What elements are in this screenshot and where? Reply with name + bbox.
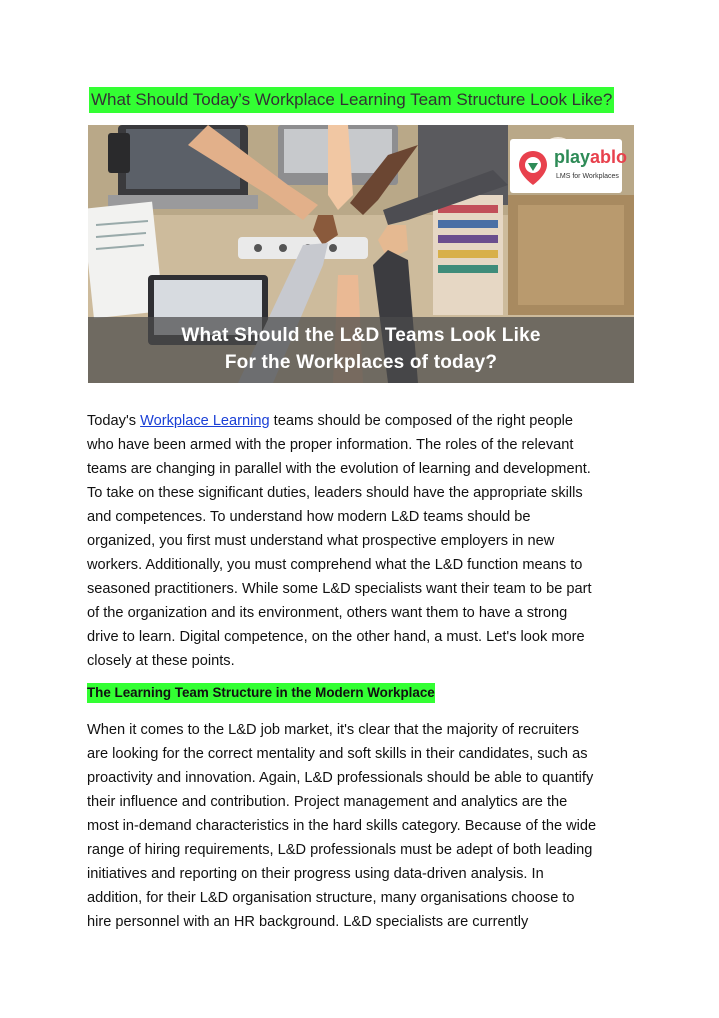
paragraph-line xyxy=(87,409,647,433)
paragraph-line: who have been armed with the proper information. The roles of the relevant xyxy=(87,437,574,453)
logo-word-part1: play xyxy=(554,147,591,167)
intro-paragraph xyxy=(87,409,647,673)
hero-caption-line-2: For the Workplaces of today? xyxy=(224,352,498,373)
paragraph-line: their influence and contribution. Project management and analytics are the xyxy=(87,794,568,810)
page-title: What Should Today’s Workplace Learning Team Structure Look Like? xyxy=(89,87,614,113)
hero-caption xyxy=(88,317,634,383)
paragraph-line: seasoned practitioners. While some L&D specialists want their team to be part xyxy=(87,581,592,597)
paragraph-line: initiatives and reporting on their progress using data-driven analysis. In xyxy=(87,866,544,882)
phone xyxy=(108,133,130,173)
logo-tagline: LMS for Workplaces xyxy=(556,173,619,180)
paragraph-line: When it comes to the L&D job market, it's clear that the majority of recruiters xyxy=(87,722,579,738)
paragraph-line: most in-demand characteristics in the hard skills category. Because of the wide xyxy=(87,818,597,834)
paragraph-line: and competences. To understand how modern L&D teams should be xyxy=(87,509,531,525)
paragraph-line: proactivity and innovation. Again, L&D professionals should be able to quantify xyxy=(87,770,594,786)
map-pin-icon xyxy=(516,149,550,187)
paragraph-line: organized, you first must understand what prospective employers in new xyxy=(87,533,555,549)
logo-wordmark xyxy=(554,147,627,168)
paragraph-line: drive to learn. Digital competence, on the other hand, a must. Let's look more xyxy=(87,629,585,645)
paragraph-line-rest: teams should be composed of the right people xyxy=(269,413,574,429)
paragraph-line: range of hiring requirements, L&D professionals must be adept of both leading xyxy=(87,842,593,858)
paragraph-line: teams are changing in parallel with the evolution of learning and development. xyxy=(87,461,591,477)
paragraph-prefix: Today's xyxy=(87,413,141,429)
paragraph-line: To take on these significant duties, leaders should have the appropriate skills xyxy=(87,485,583,501)
paragraph-line: are looking for the correct mentality and soft skills in their candidates, such as xyxy=(87,746,588,762)
hero-caption-line-1: What Should the L&D Teams Look Like xyxy=(181,325,541,346)
paragraph-line: workers. Additionally, you must comprehend what the L&D function means to xyxy=(87,557,583,573)
section-heading: The Learning Team Structure in the Modern Workplace xyxy=(87,683,435,703)
logo-word-part2: ablo xyxy=(590,147,628,167)
playablo-logo xyxy=(510,139,628,193)
workplace-learning-link[interactable]: Workplace Learning xyxy=(140,413,270,429)
paragraph-line: hire personnel with an HR background. L&D specialists are currently xyxy=(87,914,529,930)
hero-image xyxy=(88,125,634,383)
body-paragraph xyxy=(87,718,647,934)
paragraph-line: of the organization and its environment, others want them to have a strong xyxy=(87,605,568,621)
paragraph-line: addition, for their L&D organisation structure, many organisations choose to xyxy=(87,890,575,906)
paragraph-line: closely at these points. xyxy=(87,653,235,669)
